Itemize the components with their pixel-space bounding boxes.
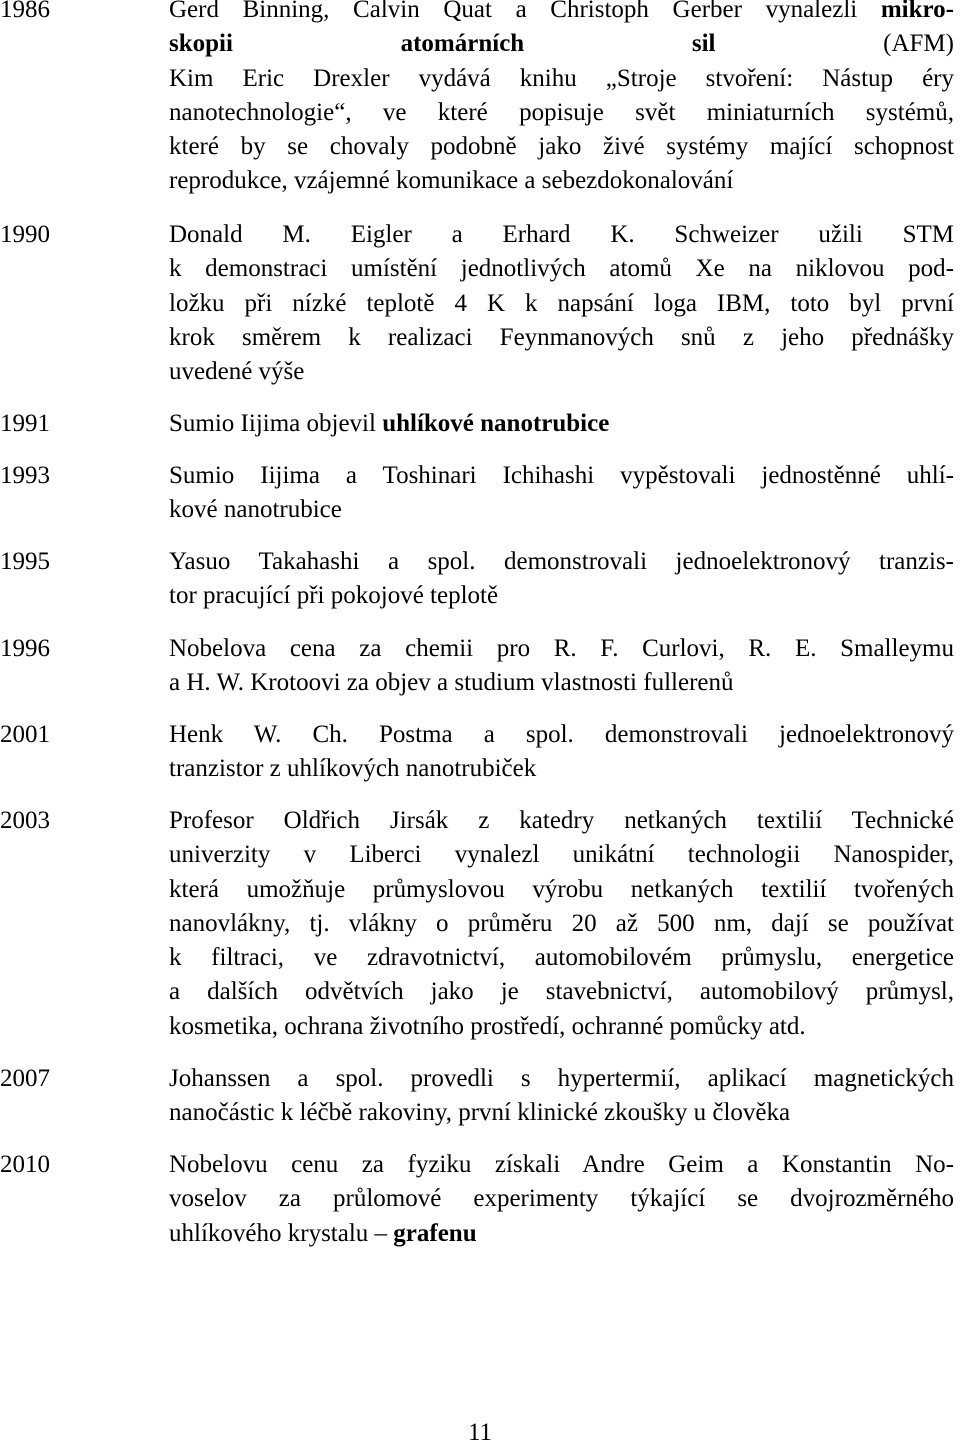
entry-line bbox=[169, 252, 954, 286]
text-run: tranzistor z uhlíkových nanotrubiček bbox=[169, 755, 537, 783]
bold-term: grafenu bbox=[393, 1219, 477, 1247]
entry-text bbox=[169, 545, 954, 614]
text-run: Johanssen a spol. provedli s hypertermií, aplikací magnetických bbox=[169, 1065, 954, 1092]
text-run: Gerd Binning, Calvin Quat a Christoph Gerber vynalezli bbox=[169, 0, 881, 23]
text-run: Nobelovu cenu za fyziku získali Andre Geim a Konstantin No- bbox=[169, 1151, 954, 1178]
text-run: uvedené výše bbox=[169, 358, 305, 386]
text-run: Sumio Iijima objevil bbox=[169, 410, 383, 437]
entry-line bbox=[169, 1148, 954, 1182]
text-run: reprodukce, vzájemné komunikace a sebezdokonalování bbox=[169, 167, 734, 195]
entry-year: 1995 bbox=[0, 548, 50, 575]
entry-line bbox=[169, 287, 954, 321]
entry-line bbox=[169, 838, 954, 872]
entry-line bbox=[169, 1062, 954, 1096]
entry-line bbox=[169, 493, 954, 527]
entry-line bbox=[169, 752, 954, 786]
text-run: k filtraci, ve zdravotnictví, automobilovém průmyslu, energetice bbox=[169, 944, 954, 972]
entry-line bbox=[169, 1182, 954, 1216]
entry-line bbox=[169, 804, 954, 838]
text-run: nanotechnologie“, ve které popisuje svět miniaturních systémů, bbox=[169, 98, 954, 126]
entry-line bbox=[169, 459, 954, 493]
entry-year: 2003 bbox=[0, 807, 50, 834]
text-run: nanočástic k léčbě rakoviny, první klinické zkoušky u člověka bbox=[169, 1099, 791, 1127]
entry-line bbox=[169, 718, 954, 752]
entry-year: 2010 bbox=[0, 1151, 50, 1178]
entry-line bbox=[169, 27, 954, 61]
entry-line bbox=[169, 1217, 954, 1251]
entry-line bbox=[169, 545, 954, 579]
entry-text bbox=[169, 632, 954, 701]
entry-line bbox=[169, 907, 954, 941]
entry-line bbox=[169, 1096, 954, 1130]
entry-year: 1990 bbox=[0, 221, 50, 248]
text-run: Profesor Oldřich Jirsák z katedry netkaných textilií Technické bbox=[169, 807, 954, 834]
bold-term: mikro- bbox=[880, 0, 954, 23]
text-run: kové nanotrubice bbox=[169, 496, 342, 524]
entry-line bbox=[169, 321, 954, 355]
text-run: kosmetika, ochrana životního prostředí, ochranné pomůcky atd. bbox=[169, 1012, 806, 1040]
text-run: a H. W. Krotoovi za objev a studium vlastnosti fullerenů bbox=[169, 669, 734, 697]
entry-line bbox=[169, 218, 954, 252]
text-run: nanovlákny, tj. vlákny o průměru 20 až 500 nm, dají se používat bbox=[169, 909, 954, 937]
bold-term: skopii atomárních sil bbox=[169, 30, 716, 58]
text-run: a dalších odvětvích jako je stavebnictví, automobilový průmysl, bbox=[169, 978, 954, 1006]
entry-line bbox=[169, 666, 954, 700]
text-run: voselov za průlomové experimenty týkající se dvojrozměrného bbox=[169, 1185, 954, 1213]
entry-line bbox=[169, 632, 954, 666]
text-run: krok směrem k realizaci Feynmanových snů z jeho přednášky bbox=[169, 323, 954, 351]
entry-line bbox=[169, 355, 954, 389]
entry-line bbox=[169, 1010, 954, 1044]
entry-year: 2007 bbox=[0, 1065, 50, 1092]
text-run: Kim Eric Drexler vydává knihu „Stroje stvoření: Nástup éry bbox=[169, 64, 954, 92]
entry-line bbox=[169, 96, 954, 130]
page-number: 11 bbox=[467, 1419, 493, 1446]
entry-line bbox=[169, 0, 954, 27]
entry-line bbox=[169, 873, 954, 907]
text-run: Sumio Iijima a Toshinari Ichihashi vypěstovali jednostěnné uhlí- bbox=[169, 462, 954, 489]
entry-text bbox=[169, 1062, 954, 1131]
text-run: tor pracující při pokojové teplotě bbox=[169, 582, 499, 610]
entry-line bbox=[169, 975, 954, 1009]
entry-line bbox=[169, 62, 954, 96]
text-run: uhlíkového krystalu – bbox=[169, 1219, 394, 1247]
text-run: k demonstraci umístění jednotlivých atomů Xe na niklovou pod- bbox=[169, 255, 954, 283]
text-run: (AFM) bbox=[715, 30, 954, 58]
entry-text bbox=[169, 0, 954, 199]
entry-line bbox=[169, 130, 954, 164]
entry-text bbox=[169, 1148, 954, 1251]
text-run: která umožňuje průmyslovou výrobu netkaných textilií tvořených bbox=[169, 875, 954, 903]
entry-line bbox=[169, 164, 954, 198]
entry-text bbox=[169, 218, 954, 389]
entry-text bbox=[169, 804, 954, 1044]
entry-year: 1986 bbox=[0, 0, 50, 23]
entry-year: 1996 bbox=[0, 635, 50, 662]
text-run: ložku při nízké teplotě 4 K k napsání loga IBM, toto byl první bbox=[169, 289, 954, 317]
entry-line bbox=[169, 407, 954, 441]
entry-year: 2001 bbox=[0, 721, 50, 748]
entry-text bbox=[169, 718, 954, 787]
entry-line bbox=[169, 941, 954, 975]
text-run: univerzity v Liberci vynalezl unikátní technologii Nanospider, bbox=[169, 841, 954, 869]
bold-term: uhlíkové nanotrubice bbox=[382, 410, 610, 437]
entry-text bbox=[169, 407, 954, 441]
text-run: které by se chovaly podobně jako živé systémy mající schopnost bbox=[169, 133, 954, 161]
entry-line bbox=[169, 579, 954, 613]
text-run: Yasuo Takahashi a spol. demonstrovali jednoelektronový tranzis- bbox=[169, 548, 954, 575]
entry-year: 1991 bbox=[0, 410, 50, 437]
text-run: Nobelova cena za chemii pro R. F. Curlovi, R. E. Smalleymu bbox=[169, 635, 954, 662]
text-run: Donald M. Eigler a Erhard K. Schweizer užili STM bbox=[169, 221, 954, 248]
text-run: Henk W. Ch. Postma a spol. demonstrovali jednoelektronový bbox=[169, 721, 954, 748]
entry-year: 1993 bbox=[0, 462, 50, 489]
entry-text bbox=[169, 459, 954, 528]
